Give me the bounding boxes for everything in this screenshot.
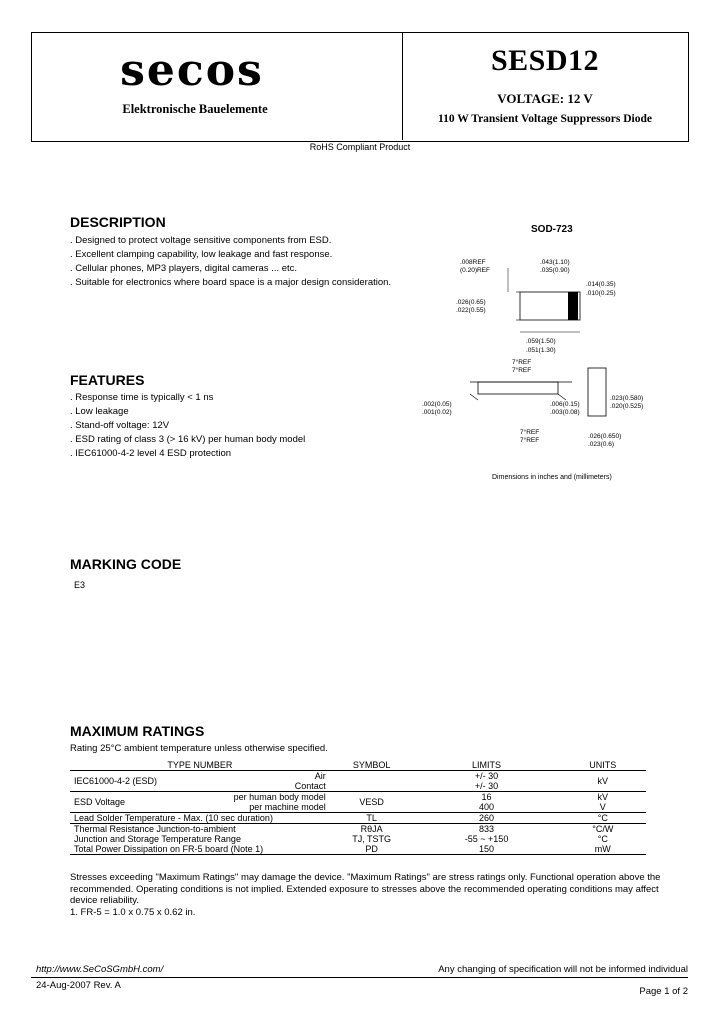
features-heading: FEATURES (70, 372, 145, 388)
brand-subtitle: Elektronische Bauelemente (122, 102, 268, 116)
limit-cell: 833 (479, 824, 495, 834)
unit-cell: °C (560, 813, 646, 824)
type-cell: Lead Solder Temperature - Max. (10 sec duration) (70, 813, 330, 824)
svg-text:7°REF: 7°REF (512, 359, 532, 366)
condition-cell: per machine model (249, 802, 326, 812)
table-row (70, 834, 646, 844)
svg-text:.022(0.55): .022(0.55) (456, 307, 486, 314)
footer-rule (31, 977, 688, 978)
header-type: TYPE NUMBER (70, 760, 330, 771)
marking-code: E3 (74, 580, 86, 590)
limit-cell: -55 ~ +150 (464, 834, 509, 844)
description-heading: DESCRIPTION (70, 214, 166, 230)
svg-text:.023(0.580): .023(0.580) (610, 395, 644, 402)
feature-item: . ESD rating of class 3 (> 16 kV) per human body model (70, 434, 306, 445)
description-list (70, 234, 391, 290)
footnote-1: 1. FR-5 = 1.0 x 0.75 x 0.62 in. (70, 906, 196, 918)
header-symbol: SYMBOL (330, 760, 414, 771)
package-drawing (420, 240, 650, 460)
condition-cell: per human body model (233, 792, 326, 802)
description-item: . Excellent clamping capability, low leakage and fast response. (70, 249, 333, 260)
rohs-statement: RoHS Compliant Product (309, 142, 411, 152)
limit-cell: 260 (414, 813, 560, 824)
unit-cell: mW (560, 844, 646, 855)
svg-text:.014(0.35): .014(0.35) (586, 281, 616, 288)
feature-item: . Low leakage (70, 406, 129, 417)
feature-item: . IEC61000-4-2 level 4 ESD protection (70, 448, 232, 459)
condition-cell: Contact (294, 781, 326, 791)
unit-cell: °C/W (592, 824, 614, 834)
svg-text:.008REF: .008REF (460, 259, 486, 266)
feature-item: . Stand-off voltage: 12V (70, 420, 170, 431)
svg-text:.002(0.05): .002(0.05) (422, 401, 452, 408)
svg-text:.001(0.02): .001(0.02) (422, 409, 452, 416)
part-number: SESD12 (490, 44, 600, 77)
type-cell: Thermal Resistance Junction-to-ambient (74, 824, 236, 834)
svg-text:.026(0.65): .026(0.65) (456, 299, 486, 306)
svg-text:.035(0.90): .035(0.90) (540, 267, 570, 274)
table-row (70, 824, 646, 835)
svg-text:.020(0.525): .020(0.525) (610, 403, 644, 410)
svg-text:(0.20)REF: (0.20)REF (460, 267, 490, 274)
description-item: . Cellular phones, MP3 players, digital cameras ... etc. (70, 263, 298, 274)
condition-cell: Air (314, 771, 326, 781)
page-number: Page 1 of 2 (639, 986, 688, 997)
symbol-cell: RθJA (360, 824, 383, 834)
svg-text:7°REF: 7°REF (520, 429, 540, 436)
unit-cell: °C (597, 834, 608, 844)
svg-text:.059(1.50): .059(1.50) (526, 338, 556, 345)
limit-cell: 400 (479, 802, 495, 812)
header-limits: LIMITS (414, 760, 560, 771)
type-cell: IEC61000-4-2 (ESD) (70, 771, 226, 792)
svg-text:7°REF: 7°REF (512, 367, 532, 374)
footnotes (70, 872, 670, 918)
dimension-note: Dimensions in inches and (millimeters) (492, 474, 612, 481)
description-item: . Designed to protect voltage sensitive components from ESD. (70, 235, 332, 246)
limit-cell: +/- 30 (474, 771, 499, 781)
svg-text:.023(0.6): .023(0.6) (588, 441, 615, 448)
company-url[interactable]: http://www.SeCoSGmbH.com/ (36, 964, 164, 975)
limit-cell: +/- 30 (474, 781, 499, 791)
symbol-cell: TL (330, 813, 414, 824)
svg-text:.010(0.25): .010(0.25) (586, 290, 616, 297)
package-name: SOD-723 (531, 224, 573, 235)
svg-text:.043(1.10): .043(1.10) (540, 259, 570, 266)
symbol-cell: TJ, TSTG (352, 834, 392, 844)
symbol-cell (330, 771, 414, 792)
svg-text:secos: secos (120, 52, 264, 92)
type-cell: Junction and Storage Temperature Range (74, 834, 241, 844)
svg-text:7°REF: 7°REF (520, 437, 540, 444)
features-list (70, 391, 305, 461)
svg-text:.026(0.650): .026(0.650) (588, 433, 622, 440)
limit-cell: 150 (414, 844, 560, 855)
symbol-cell: PD (330, 844, 414, 855)
type-cell: ESD Voltage (70, 792, 226, 813)
ratings-table (70, 760, 646, 855)
table-header-row (70, 760, 646, 771)
table-row (70, 844, 646, 855)
marking-heading: MARKING CODE (70, 556, 182, 572)
stress-note: Stresses exceeding "Maximum Ratings" may damage the device. "Maximum Ratings" are stress ratings only. Functional operation above the recommended. Operating conditions is not implied. Extended exposure to stresses above the recommended operating conditions may affect device reliability. (70, 872, 661, 906)
unit-cell: kV (560, 771, 646, 792)
svg-text:.051(1.30): .051(1.30) (526, 347, 556, 354)
ratings-note: Rating 25°C ambient temperature unless otherwise specified. (70, 743, 328, 754)
revision-date: 24-Aug-2007 Rev. A (36, 980, 121, 991)
limit-cell: 16 (481, 792, 492, 802)
svg-text:.003(0.08): .003(0.08) (550, 409, 580, 416)
table-row (70, 813, 646, 824)
table-row (70, 771, 646, 792)
unit-cell: V (599, 802, 606, 812)
product-description: 110 W Transient Voltage Suppressors Diode (438, 113, 652, 125)
svg-text:.006(0.15): .006(0.15) (550, 401, 580, 408)
type-cell: Total Power Dissipation on FR-5 board (Note 1) (70, 844, 330, 855)
table-row (70, 792, 646, 813)
voltage-rating: VOLTAGE: 12 V (497, 91, 593, 106)
unit-cell: kV (597, 792, 609, 802)
symbol-cell: VESD (330, 792, 414, 813)
description-item: . Suitable for electronics where board space is a major design consideration. (70, 277, 392, 288)
secos-logo (110, 52, 275, 92)
ratings-heading: MAXIMUM RATINGS (70, 723, 205, 739)
spec-disclaimer: Any changing of specification will not be informed individual (438, 964, 688, 975)
header-units: UNITS (560, 760, 646, 771)
feature-item: . Response time is typically < 1 ns (70, 392, 214, 403)
